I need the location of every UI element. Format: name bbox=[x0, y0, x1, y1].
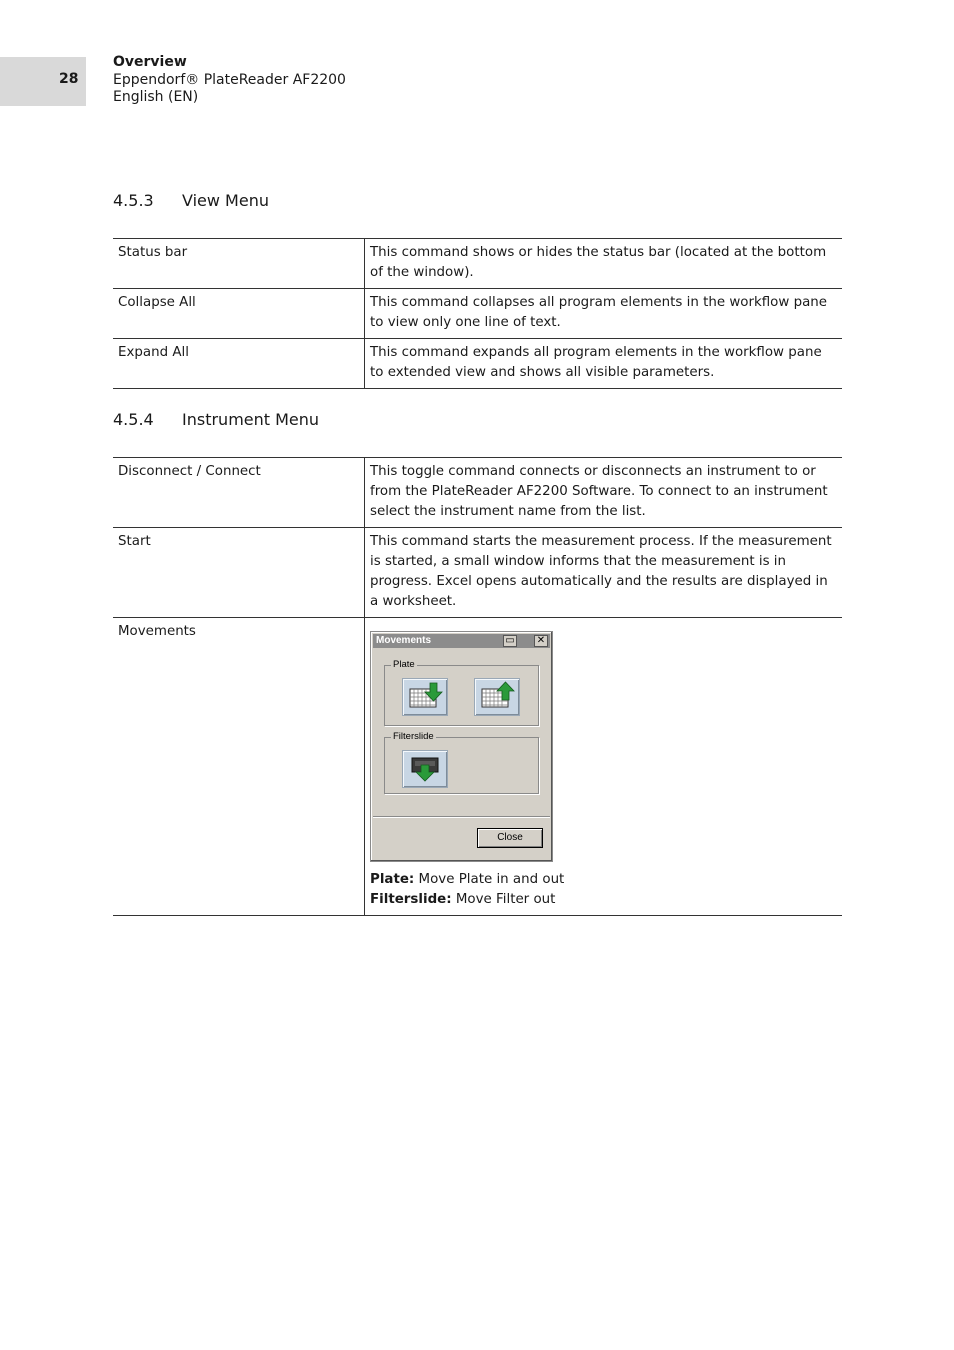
header-product: Eppendorf® PlateReader AF2200 bbox=[113, 71, 346, 88]
command-cell: Expand All bbox=[113, 339, 365, 389]
filterslide-group-label: Filterslide bbox=[393, 731, 434, 742]
table-row bbox=[113, 528, 842, 618]
plate-caption-label: Plate: bbox=[370, 872, 415, 887]
plate-in-button[interactable] bbox=[402, 678, 448, 716]
header-section: Overview bbox=[113, 54, 187, 70]
section-heading-view-menu bbox=[113, 191, 269, 210]
table-row bbox=[113, 289, 842, 339]
filterslide-out-button[interactable] bbox=[402, 750, 448, 788]
running-header bbox=[113, 54, 346, 107]
table-row bbox=[113, 339, 842, 389]
section-title: Instrument Menu bbox=[182, 410, 320, 429]
plate-caption-text: Move Plate in and out bbox=[418, 872, 565, 887]
filterslide-caption-label: Filterslide: bbox=[370, 892, 452, 907]
section-number: 4.5.3 bbox=[113, 191, 154, 210]
plate-out-button[interactable] bbox=[474, 678, 520, 716]
filterslide-group bbox=[384, 731, 539, 794]
description-cell: This command starts the measurement process. If the measurement is started, a small window informs that the measurement is in progress. Excel opens automatically and the results are displayed in a worksheet. bbox=[365, 528, 843, 618]
command-cell: Movements bbox=[113, 618, 365, 916]
command-cell: Disconnect / Connect bbox=[113, 458, 365, 528]
restore-icon[interactable]: ▭ bbox=[503, 635, 517, 647]
description-cell bbox=[365, 618, 843, 916]
filterslide-out-icon bbox=[403, 751, 447, 787]
command-cell: Collapse All bbox=[113, 289, 365, 339]
section-heading-instrument-menu bbox=[113, 410, 319, 429]
page-number: 28 bbox=[59, 71, 79, 87]
instrument-menu-table bbox=[113, 457, 842, 916]
dialog-title: Movements bbox=[376, 635, 432, 646]
plate-out-icon bbox=[475, 679, 519, 715]
section-number: 4.5.4 bbox=[113, 410, 154, 429]
dialog-titlebar[interactable] bbox=[373, 634, 550, 648]
description-cell: This command shows or hides the status bar (located at the bottom of the window). bbox=[365, 239, 843, 289]
plate-in-icon bbox=[403, 679, 447, 715]
description-cell: This command expands all program elements in the workflow pane to extended view and shows all visible parameters. bbox=[365, 339, 843, 389]
movements-dialog bbox=[370, 631, 553, 862]
filterslide-caption-text: Move Filter out bbox=[455, 892, 556, 907]
table-row bbox=[113, 618, 842, 916]
description-cell: This toggle command connects or disconnects an instrument to or from the PlateReader AF2200 Software. To connect to an instrument select the instrument name from the list. bbox=[365, 458, 843, 528]
plate-group-label: Plate bbox=[393, 659, 415, 670]
close-button[interactable]: Close bbox=[477, 828, 543, 848]
close-icon[interactable]: ✕ bbox=[534, 635, 548, 647]
description-cell: This command collapses all program elements in the workflow pane to view only one line of text. bbox=[365, 289, 843, 339]
section-title: View Menu bbox=[182, 191, 269, 210]
view-menu-table bbox=[113, 238, 842, 389]
table-row bbox=[113, 458, 842, 528]
filterslide-caption bbox=[370, 890, 838, 910]
command-cell: Status bar bbox=[113, 239, 365, 289]
dialog-separator bbox=[373, 816, 550, 818]
plate-group bbox=[384, 659, 539, 726]
header-language: English (EN) bbox=[113, 89, 199, 105]
command-cell: Start bbox=[113, 528, 365, 618]
table-row bbox=[113, 239, 842, 289]
plate-caption bbox=[370, 870, 838, 890]
